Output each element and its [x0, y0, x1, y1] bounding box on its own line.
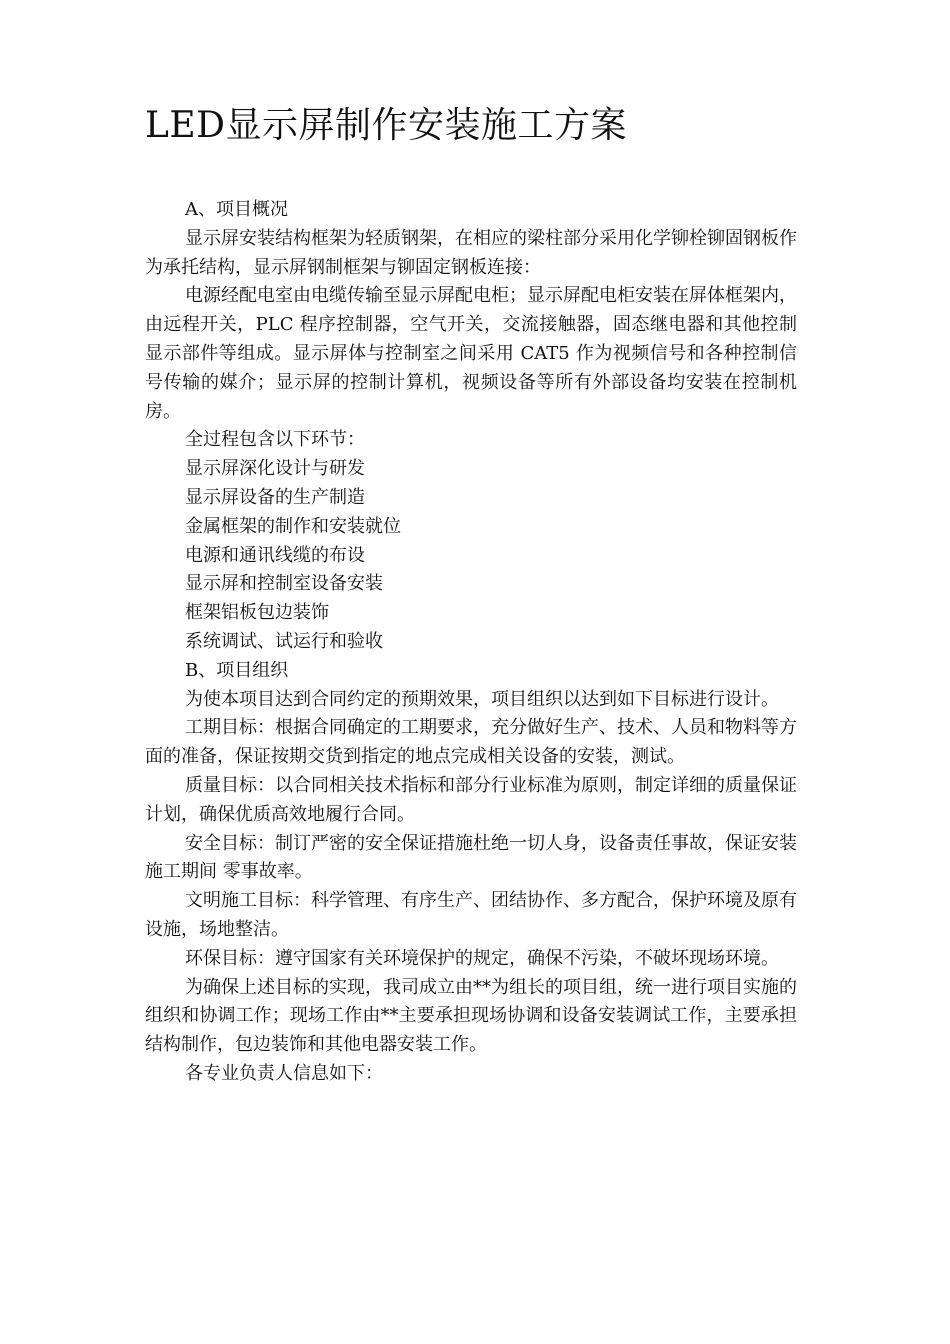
paragraph-project-team: 为确保上述目标的实现，我司成立由**为组长的项目组，统一进行项目实施的组织和协调工作；现场工作由**主要承担现场协调和设备安装调试工作，主要承担结构制作，包边装饰和其他电器安装工作。: [145, 976, 797, 1056]
paragraph-structure: 显示屏安装结构框架为轻质钢架，在相应的梁柱部分采用化学铆栓铆固钢板作为承托结构，显示屏钢制框架与铆固定钢板连接：: [145, 227, 797, 278]
list-item: 显示屏深化设计与研发: [185, 458, 365, 480]
paragraph-civilized-construction-goal: 文明施工目标：科学管理、有序生产、团结协作、多方配合，保护环境及原有设施，场地整洁。: [145, 890, 797, 940]
section-heading-a: A、项目概况: [185, 199, 288, 220]
section-heading-b: B、项目组织: [185, 659, 289, 681]
list-item: 框架铝板包边装饰: [185, 602, 329, 624]
paragraph-environment-goal: 环保目标：遵守国家有关环境保护的规定，确保不污染，不破坏现场环境。: [185, 947, 779, 969]
paragraph-responsible-persons: 各专业负责人信息如下：: [185, 1062, 383, 1084]
list-item: 显示屏和控制室设备安装: [185, 573, 383, 595]
list-item: 系统调试、试运行和验收: [185, 630, 383, 652]
list-item: 金属框架的制作和安装就位: [185, 515, 401, 537]
paragraph-quality-goal: 质量目标：以合同相关技术指标和部分行业标准为原则，制定详细的质量保证计划，确保优质高效地履行合同。: [145, 774, 797, 825]
paragraph-schedule-goal: 工期目标：根据合同确定的工期要求，充分做好生产、技术、人员和物料等方面的准备，保证按期交货到指定的地点完成相关设备的安装，测试。: [145, 717, 797, 768]
paragraph-power-and-control: 电源经配电室由电缆传输至显示屏配电柜；显示屏配电柜安装在屏体框架内，由远程开关，PLC 程序控制器，空气开关，交流接触器，固态继电器和其他控制显示部件等组成。显示屏体与控制室之间采用 CAT5 作为视频信号和各种控制信号传输的媒介；显示屏的控制计算机，视频设备等所有外部设备均安装在控制机房。: [145, 285, 797, 422]
document-body: [145, 196, 797, 1089]
paragraph-safety-goal: 安全目标：制订严密的安全保证措施杜绝一切人身，设备责任事故，保证安装施工期间 零事故率。: [145, 832, 797, 883]
paragraph-process-intro: 全过程包含以下环节：: [185, 429, 365, 451]
list-item: 显示屏设备的生产制造: [185, 486, 365, 508]
paragraph-goals-intro: 为使本项目达到合同约定的预期效果，项目组织以达到如下目标进行设计。: [185, 688, 779, 710]
list-item: 电源和通讯线缆的布设: [185, 544, 365, 566]
document-title: LED显示屏制作安装施工方案: [145, 105, 628, 146]
